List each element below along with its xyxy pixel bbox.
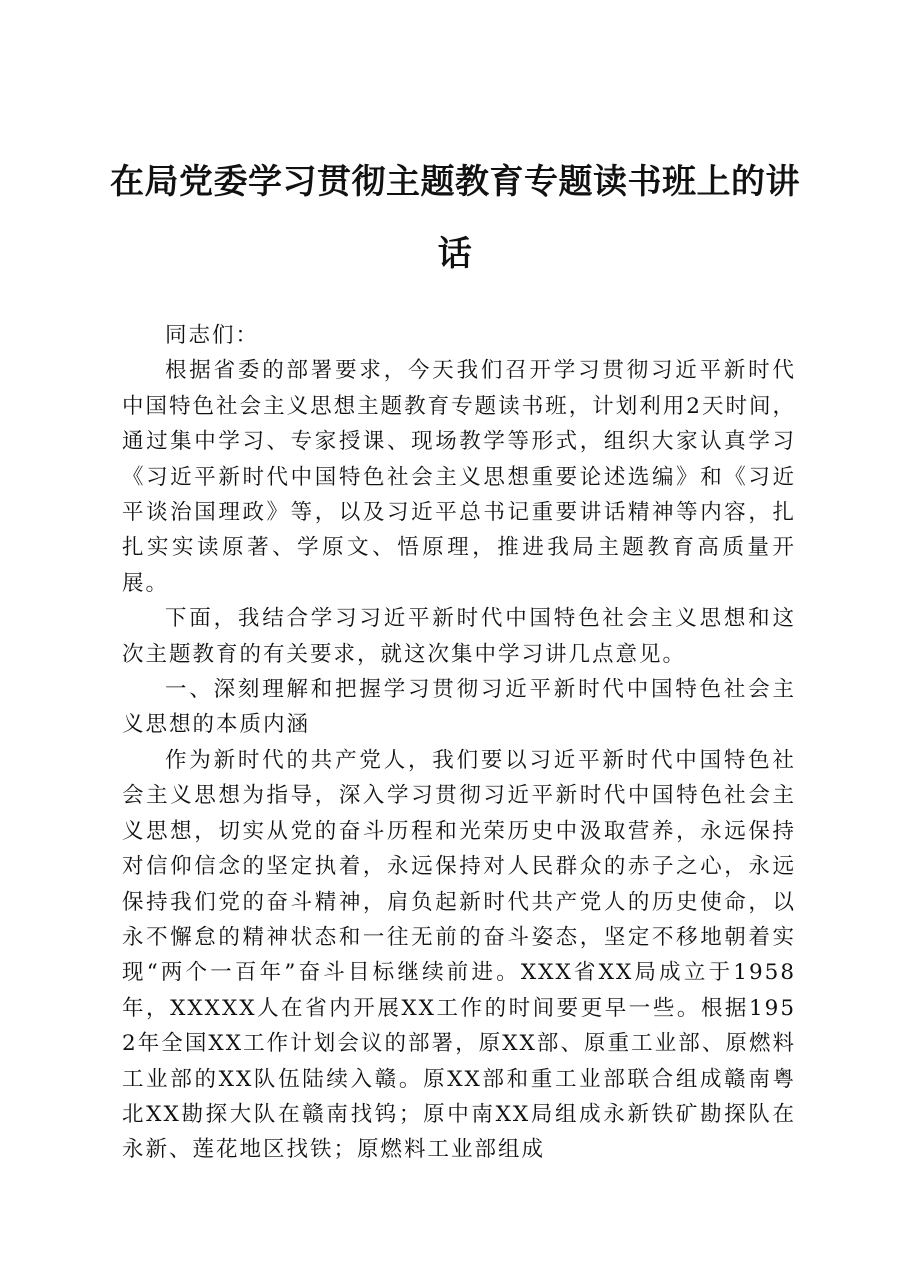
- document-body: [122, 318, 796, 1168]
- paragraph-intro: 根据省委的部署要求，今天我们召开学习贯彻习近平新时代中国特色社会主义思想主题教育专题读书班，计划利用2天时间，通过集中学习、专家授课、现场教学等形式，组织大家认真学习《习近平新时代中国特色社会主义思想重要论述选编》和《习近平谈治国理政》等，以及习近平总书记重要讲话精神等内容，扎扎实实读原著、学原文、悟原理，推进我局主题教育高质量开展。: [122, 358, 796, 596]
- paragraph-transition: 下面，我结合学习习近平新时代中国特色社会主义思想和这次主题教育的有关要求，就这次集中学习讲几点意见。: [122, 606, 796, 667]
- section-heading-1: 一、深刻理解和把握学习贯彻习近平新时代中国特色社会主义思想的本质内涵: [122, 677, 796, 738]
- paragraph-section-1: 作为新时代的共产党人，我们要以习近平新时代中国特色社会主义思想为指导，深入学习贯彻习近平新时代中国特色社会主义思想，切实从党的奋斗历程和光荣历史中汲取营养，永远保持对信仰信念的坚定执着，永远保持对人民群众的赤子之心，永远保持我们党的奋斗精神，肩负起新时代共产党人的历史使命，以永不懈怠的精神状态和一往无前的奋斗姿态，坚定不移地朝着实现“两个一百年”奋斗目标继续前进。XXX省XX局成立于1958年，XXXXX人在省内开展XX工作的时间要更早一些。根据1952年全国XX工作计划会议的部署，原XX部、原重工业部、原燃料工业部的XX队伍陆续入赣。原XX部和重工业部联合组成赣南粤北XX勘探大队在赣南找钨；原中南XX局组成永新铁矿勘探队在永新、莲花地区找铁；原燃料工业部组成: [122, 747, 796, 1163]
- document-title: 在局党委学习贯彻主题教育专题读书班上的讲话: [110, 162, 800, 274]
- salutation: 同志们：: [165, 323, 260, 348]
